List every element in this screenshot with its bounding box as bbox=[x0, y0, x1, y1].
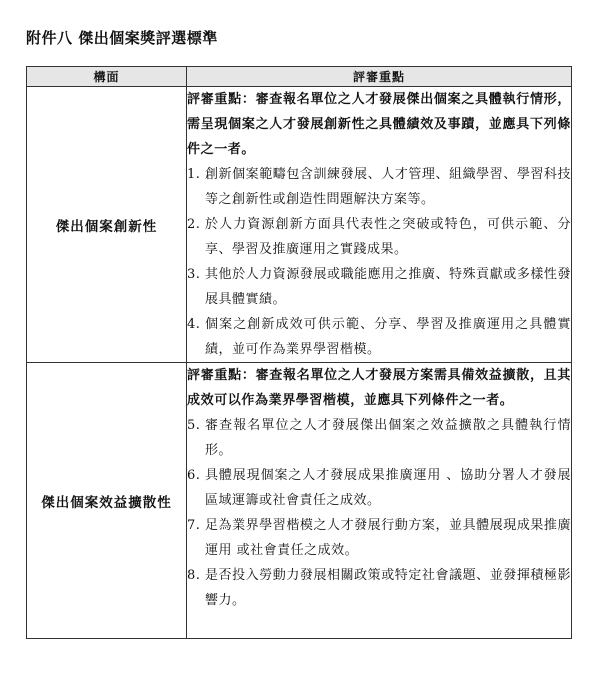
table-row bbox=[27, 87, 572, 363]
item-number: 2. bbox=[187, 217, 201, 232]
criteria-cell bbox=[187, 87, 572, 363]
item-text: 其他於人力資源發展或職能應用之推廣、特殊貢獻或多樣性發展具體實績。 bbox=[205, 267, 571, 307]
list-item bbox=[187, 563, 571, 613]
list-item bbox=[187, 262, 571, 312]
item-number: 1. bbox=[187, 167, 201, 182]
item-number: 3. bbox=[187, 267, 201, 282]
item-number: 7. bbox=[187, 518, 201, 533]
table-row bbox=[27, 363, 572, 639]
table-header-row bbox=[27, 67, 572, 87]
list-item bbox=[187, 463, 571, 513]
list-item bbox=[187, 513, 571, 563]
item-number: 8. bbox=[187, 568, 201, 583]
item-number: 5. bbox=[187, 418, 201, 433]
item-text: 是否投入勞動力發展相關政策或特定社會議題、並發揮積極影響力。 bbox=[205, 568, 571, 608]
page-title: 附件八 傑出個案獎評選標準 bbox=[26, 29, 218, 47]
item-text: 具體展現個案之人才發展成果推廣運用 、協助分署人才發展區域運籌或社會責任之成效。 bbox=[205, 468, 571, 508]
header-aspect: 構面 bbox=[27, 67, 187, 87]
focus-statement: 評審重點：審查報名單位之人才發展傑出個案之具體執行情形，需呈現個案之人才發展創新性之具體績效及事蹟，並應具下列條件之一者。 bbox=[187, 92, 571, 157]
item-text: 審查報名單位之人才發展傑出個案之效益擴散之具體執行情形。 bbox=[205, 418, 571, 458]
criteria-list bbox=[187, 162, 571, 362]
item-number: 4. bbox=[187, 317, 201, 332]
aspect-cell: 傑出個案創新性 bbox=[27, 87, 187, 363]
list-item bbox=[187, 212, 571, 262]
criteria-cell bbox=[187, 363, 572, 639]
item-text: 足為業界學習楷模之人才發展行動方案，並具體展現成果推廣運用 或社會責任之成效。 bbox=[205, 518, 571, 558]
item-number: 6. bbox=[187, 468, 201, 483]
item-text: 創新個案範疇包含訓練發展、人才管理、組織學習、學習科技等之創新性或創造性問題解決方案等。 bbox=[205, 167, 571, 207]
focus-statement: 評審重點：審查報名單位之人才發展方案需具備效益擴散，且其成效可以作為業界學習楷模，並應具下列條件之一者。 bbox=[187, 368, 571, 408]
list-item bbox=[187, 413, 571, 463]
header-focus: 評審重點 bbox=[187, 67, 572, 87]
criteria-table bbox=[26, 66, 572, 639]
list-item bbox=[187, 162, 571, 212]
list-item bbox=[187, 312, 571, 362]
criteria-list bbox=[187, 413, 571, 613]
aspect-cell: 傑出個案效益擴散性 bbox=[27, 363, 187, 639]
item-text: 於人力資源創新方面具代表性之突破或特色，可供示範、分享、學習及推廣運用之實踐成果。 bbox=[205, 217, 571, 257]
item-text: 個案之創新成效可供示範、分享、學習及推廣運用之具體實績，並可作為業界學習楷模。 bbox=[205, 317, 571, 357]
